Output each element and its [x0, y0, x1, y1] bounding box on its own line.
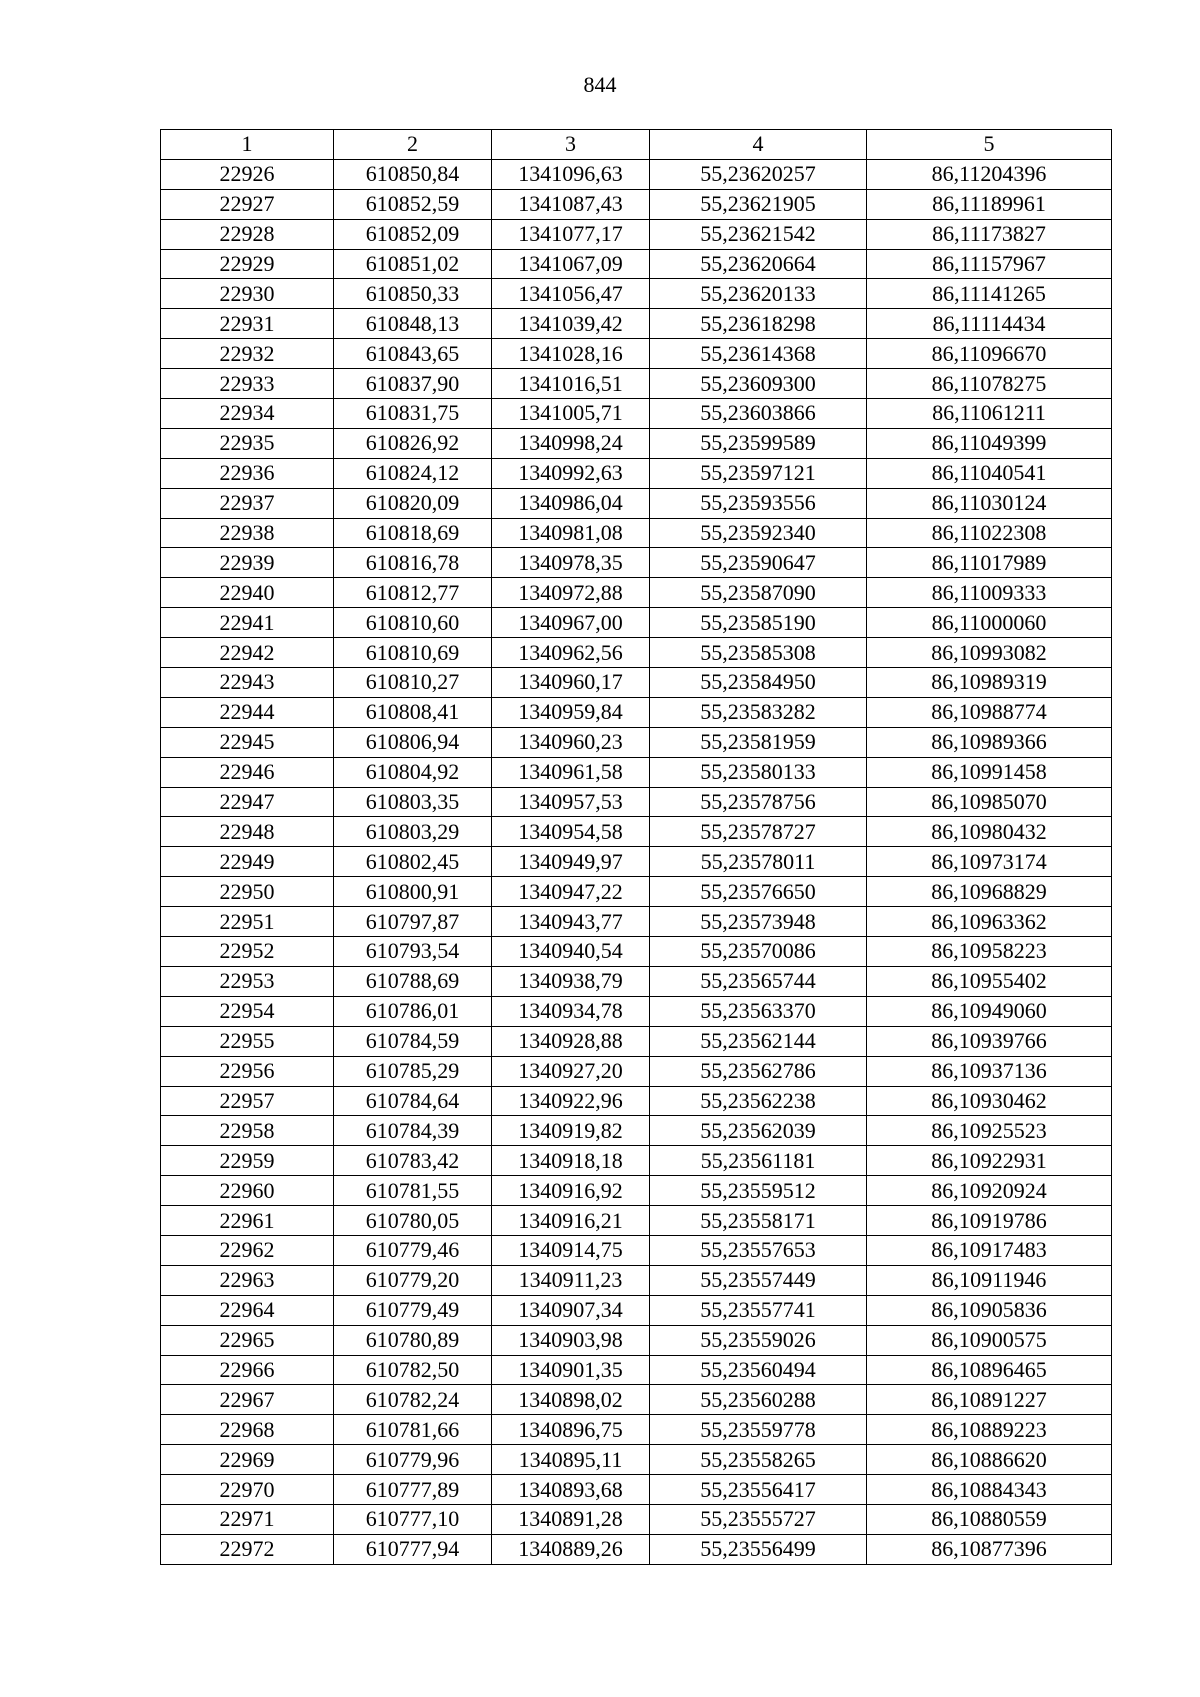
cell-point-number: 22943: [161, 668, 334, 698]
header-cell-3: 3: [492, 130, 650, 160]
cell-longitude: 86,11141265: [867, 279, 1112, 309]
cell-point-number: 22930: [161, 279, 334, 309]
cell-x-coordinate: 610781,55: [334, 1176, 492, 1206]
cell-latitude: 55,23609300: [650, 369, 867, 399]
table-row: [161, 757, 1112, 787]
cell-y-coordinate: 1341067,09: [492, 249, 650, 279]
cell-point-number: 22961: [161, 1206, 334, 1236]
cell-latitude: 55,23603866: [650, 399, 867, 429]
cell-point-number: 22957: [161, 1086, 334, 1116]
cell-y-coordinate: 1341096,63: [492, 159, 650, 189]
cell-latitude: 55,23556499: [650, 1534, 867, 1564]
cell-longitude: 86,10985070: [867, 787, 1112, 817]
cell-x-coordinate: 610803,35: [334, 787, 492, 817]
cell-point-number: 22969: [161, 1445, 334, 1475]
table-row: [161, 1146, 1112, 1176]
cell-latitude: 55,23562238: [650, 1086, 867, 1116]
cell-longitude: 86,10917483: [867, 1235, 1112, 1265]
cell-y-coordinate: 1340891,28: [492, 1504, 650, 1534]
cell-point-number: 22934: [161, 399, 334, 429]
table-row: [161, 1235, 1112, 1265]
cell-longitude: 86,10963362: [867, 907, 1112, 937]
cell-y-coordinate: 1341005,71: [492, 399, 650, 429]
cell-x-coordinate: 610793,54: [334, 937, 492, 967]
cell-x-coordinate: 610804,92: [334, 757, 492, 787]
cell-latitude: 55,23585308: [650, 638, 867, 668]
cell-x-coordinate: 610784,59: [334, 1026, 492, 1056]
cell-longitude: 86,10880559: [867, 1504, 1112, 1534]
cell-point-number: 22954: [161, 996, 334, 1026]
cell-latitude: 55,23584950: [650, 668, 867, 698]
cell-y-coordinate: 1340903,98: [492, 1325, 650, 1355]
cell-y-coordinate: 1340918,18: [492, 1146, 650, 1176]
cell-point-number: 22937: [161, 488, 334, 518]
cell-y-coordinate: 1340961,58: [492, 757, 650, 787]
cell-y-coordinate: 1340957,53: [492, 787, 650, 817]
cell-x-coordinate: 610810,69: [334, 638, 492, 668]
cell-y-coordinate: 1340998,24: [492, 428, 650, 458]
cell-longitude: 86,10973174: [867, 847, 1112, 877]
cell-x-coordinate: 610777,94: [334, 1534, 492, 1564]
table-row: [161, 937, 1112, 967]
cell-y-coordinate: 1340927,20: [492, 1056, 650, 1086]
cell-longitude: 86,11078275: [867, 369, 1112, 399]
cell-y-coordinate: 1340947,22: [492, 877, 650, 907]
cell-y-coordinate: 1340934,78: [492, 996, 650, 1026]
cell-point-number: 22926: [161, 159, 334, 189]
cell-x-coordinate: 610803,29: [334, 817, 492, 847]
cell-longitude: 86,10930462: [867, 1086, 1112, 1116]
cell-x-coordinate: 610783,42: [334, 1146, 492, 1176]
cell-longitude: 86,10937136: [867, 1056, 1112, 1086]
cell-longitude: 86,10989366: [867, 727, 1112, 757]
cell-x-coordinate: 610837,90: [334, 369, 492, 399]
cell-y-coordinate: 1341077,17: [492, 219, 650, 249]
coordinates-table: [160, 129, 1112, 1565]
cell-point-number: 22947: [161, 787, 334, 817]
table-row: [161, 548, 1112, 578]
cell-x-coordinate: 610779,96: [334, 1445, 492, 1475]
cell-x-coordinate: 610820,09: [334, 488, 492, 518]
table-row: [161, 339, 1112, 369]
cell-y-coordinate: 1341028,16: [492, 339, 650, 369]
table-row: [161, 787, 1112, 817]
cell-latitude: 55,23620664: [650, 249, 867, 279]
cell-point-number: 22935: [161, 428, 334, 458]
cell-longitude: 86,11017989: [867, 548, 1112, 578]
cell-longitude: 86,10939766: [867, 1026, 1112, 1056]
cell-point-number: 22953: [161, 966, 334, 996]
cell-y-coordinate: 1341087,43: [492, 189, 650, 219]
cell-latitude: 55,23590647: [650, 548, 867, 578]
cell-longitude: 86,10886620: [867, 1445, 1112, 1475]
table-body: [161, 159, 1112, 1564]
cell-longitude: 86,10919786: [867, 1206, 1112, 1236]
cell-y-coordinate: 1340922,96: [492, 1086, 650, 1116]
cell-x-coordinate: 610843,65: [334, 339, 492, 369]
cell-y-coordinate: 1340898,02: [492, 1385, 650, 1415]
cell-x-coordinate: 610810,60: [334, 608, 492, 638]
cell-longitude: 86,10891227: [867, 1385, 1112, 1415]
cell-x-coordinate: 610852,09: [334, 219, 492, 249]
cell-latitude: 55,23559778: [650, 1415, 867, 1445]
cell-y-coordinate: 1340901,35: [492, 1355, 650, 1385]
cell-longitude: 86,10896465: [867, 1355, 1112, 1385]
cell-latitude: 55,23614368: [650, 339, 867, 369]
cell-latitude: 55,23597121: [650, 458, 867, 488]
cell-point-number: 22962: [161, 1235, 334, 1265]
cell-point-number: 22928: [161, 219, 334, 249]
cell-longitude: 86,10993082: [867, 638, 1112, 668]
cell-x-coordinate: 610797,87: [334, 907, 492, 937]
cell-point-number: 22933: [161, 369, 334, 399]
table-row: [161, 847, 1112, 877]
cell-longitude: 86,11040541: [867, 458, 1112, 488]
cell-longitude: 86,10958223: [867, 937, 1112, 967]
cell-latitude: 55,23585190: [650, 608, 867, 638]
cell-point-number: 22959: [161, 1146, 334, 1176]
table-row: [161, 727, 1112, 757]
cell-y-coordinate: 1340928,88: [492, 1026, 650, 1056]
table-row: [161, 817, 1112, 847]
cell-y-coordinate: 1340895,11: [492, 1445, 650, 1475]
cell-point-number: 22939: [161, 548, 334, 578]
cell-y-coordinate: 1340962,56: [492, 638, 650, 668]
table-row: [161, 697, 1112, 727]
cell-latitude: 55,23583282: [650, 697, 867, 727]
cell-x-coordinate: 610826,92: [334, 428, 492, 458]
cell-point-number: 22958: [161, 1116, 334, 1146]
cell-latitude: 55,23593556: [650, 488, 867, 518]
cell-longitude: 86,10884343: [867, 1475, 1112, 1505]
cell-point-number: 22931: [161, 309, 334, 339]
cell-x-coordinate: 610812,77: [334, 578, 492, 608]
cell-y-coordinate: 1340916,92: [492, 1176, 650, 1206]
cell-latitude: 55,23581959: [650, 727, 867, 757]
cell-longitude: 86,10877396: [867, 1534, 1112, 1564]
cell-latitude: 55,23621905: [650, 189, 867, 219]
cell-point-number: 22960: [161, 1176, 334, 1206]
cell-longitude: 86,11030124: [867, 488, 1112, 518]
table-row: [161, 309, 1112, 339]
cell-y-coordinate: 1340967,00: [492, 608, 650, 638]
cell-point-number: 22944: [161, 697, 334, 727]
cell-latitude: 55,23562039: [650, 1116, 867, 1146]
cell-point-number: 22938: [161, 518, 334, 548]
cell-longitude: 86,10922931: [867, 1146, 1112, 1176]
cell-x-coordinate: 610779,46: [334, 1235, 492, 1265]
table-row: [161, 1086, 1112, 1116]
table-row: [161, 966, 1112, 996]
cell-x-coordinate: 610784,64: [334, 1086, 492, 1116]
cell-point-number: 22966: [161, 1355, 334, 1385]
table-row: [161, 996, 1112, 1026]
cell-longitude: 86,11061211: [867, 399, 1112, 429]
cell-longitude: 86,10925523: [867, 1116, 1112, 1146]
cell-longitude: 86,11204396: [867, 159, 1112, 189]
cell-point-number: 22946: [161, 757, 334, 787]
cell-latitude: 55,23555727: [650, 1504, 867, 1534]
table-row: [161, 1534, 1112, 1564]
cell-longitude: 86,11189961: [867, 189, 1112, 219]
cell-point-number: 22945: [161, 727, 334, 757]
cell-y-coordinate: 1340914,75: [492, 1235, 650, 1265]
table-row: [161, 488, 1112, 518]
cell-x-coordinate: 610851,02: [334, 249, 492, 279]
cell-y-coordinate: 1340954,58: [492, 817, 650, 847]
cell-latitude: 55,23559026: [650, 1325, 867, 1355]
cell-x-coordinate: 610777,10: [334, 1504, 492, 1534]
table-row: [161, 1325, 1112, 1355]
cell-x-coordinate: 610850,33: [334, 279, 492, 309]
cell-longitude: 86,10988774: [867, 697, 1112, 727]
cell-x-coordinate: 610818,69: [334, 518, 492, 548]
table-row: [161, 1056, 1112, 1086]
cell-point-number: 22929: [161, 249, 334, 279]
cell-latitude: 55,23580133: [650, 757, 867, 787]
cell-latitude: 55,23570086: [650, 937, 867, 967]
cell-point-number: 22970: [161, 1475, 334, 1505]
cell-x-coordinate: 610831,75: [334, 399, 492, 429]
cell-y-coordinate: 1340889,26: [492, 1534, 650, 1564]
cell-longitude: 86,10911946: [867, 1265, 1112, 1295]
cell-point-number: 22972: [161, 1534, 334, 1564]
cell-x-coordinate: 610782,24: [334, 1385, 492, 1415]
cell-y-coordinate: 1340919,82: [492, 1116, 650, 1146]
cell-x-coordinate: 610816,78: [334, 548, 492, 578]
cell-y-coordinate: 1340949,97: [492, 847, 650, 877]
table-row: [161, 638, 1112, 668]
cell-latitude: 55,23561181: [650, 1146, 867, 1176]
cell-x-coordinate: 610780,05: [334, 1206, 492, 1236]
table-row: [161, 1415, 1112, 1445]
cell-x-coordinate: 610788,69: [334, 966, 492, 996]
table-row: [161, 458, 1112, 488]
cell-point-number: 22941: [161, 608, 334, 638]
table-row: [161, 1385, 1112, 1415]
cell-x-coordinate: 610786,01: [334, 996, 492, 1026]
cell-latitude: 55,23618298: [650, 309, 867, 339]
cell-latitude: 55,23621542: [650, 219, 867, 249]
cell-latitude: 55,23558265: [650, 1445, 867, 1475]
cell-point-number: 22940: [161, 578, 334, 608]
table-row: [161, 518, 1112, 548]
cell-x-coordinate: 610780,89: [334, 1325, 492, 1355]
cell-y-coordinate: 1340943,77: [492, 907, 650, 937]
table-row: [161, 1475, 1112, 1505]
cell-x-coordinate: 610806,94: [334, 727, 492, 757]
header-cell-2: 2: [334, 130, 492, 160]
table-row: [161, 578, 1112, 608]
cell-point-number: 22932: [161, 339, 334, 369]
table-row: [161, 159, 1112, 189]
cell-y-coordinate: 1340911,23: [492, 1265, 650, 1295]
cell-point-number: 22965: [161, 1325, 334, 1355]
cell-latitude: 55,23573948: [650, 907, 867, 937]
cell-latitude: 55,23578727: [650, 817, 867, 847]
cell-latitude: 55,23560494: [650, 1355, 867, 1385]
cell-x-coordinate: 610781,66: [334, 1415, 492, 1445]
cell-latitude: 55,23578011: [650, 847, 867, 877]
cell-latitude: 55,23592340: [650, 518, 867, 548]
cell-x-coordinate: 610777,89: [334, 1475, 492, 1505]
cell-latitude: 55,23620133: [650, 279, 867, 309]
cell-longitude: 86,11173827: [867, 219, 1112, 249]
cell-latitude: 55,23587090: [650, 578, 867, 608]
cell-point-number: 22927: [161, 189, 334, 219]
cell-y-coordinate: 1340960,17: [492, 668, 650, 698]
header-cell-4: 4: [650, 130, 867, 160]
cell-x-coordinate: 610800,91: [334, 877, 492, 907]
cell-point-number: 22936: [161, 458, 334, 488]
table-row: [161, 1116, 1112, 1146]
cell-latitude: 55,23559512: [650, 1176, 867, 1206]
table-row: [161, 1176, 1112, 1206]
cell-y-coordinate: 1340986,04: [492, 488, 650, 518]
cell-point-number: 22955: [161, 1026, 334, 1056]
table-row: [161, 189, 1112, 219]
cell-y-coordinate: 1340940,54: [492, 937, 650, 967]
cell-latitude: 55,23558171: [650, 1206, 867, 1236]
table-row: [161, 1445, 1112, 1475]
table-row: [161, 399, 1112, 429]
cell-point-number: 22950: [161, 877, 334, 907]
cell-latitude: 55,23557653: [650, 1235, 867, 1265]
cell-y-coordinate: 1340992,63: [492, 458, 650, 488]
cell-longitude: 86,10905836: [867, 1295, 1112, 1325]
cell-longitude: 86,11022308: [867, 518, 1112, 548]
cell-longitude: 86,10889223: [867, 1415, 1112, 1445]
cell-x-coordinate: 610850,84: [334, 159, 492, 189]
cell-x-coordinate: 610779,49: [334, 1295, 492, 1325]
cell-latitude: 55,23565744: [650, 966, 867, 996]
cell-point-number: 22942: [161, 638, 334, 668]
table-row: [161, 369, 1112, 399]
table-row: [161, 219, 1112, 249]
cell-y-coordinate: 1340896,75: [492, 1415, 650, 1445]
cell-y-coordinate: 1341056,47: [492, 279, 650, 309]
cell-latitude: 55,23563370: [650, 996, 867, 1026]
cell-x-coordinate: 610810,27: [334, 668, 492, 698]
cell-longitude: 86,11000060: [867, 608, 1112, 638]
table-row: [161, 279, 1112, 309]
cell-longitude: 86,10900575: [867, 1325, 1112, 1355]
cell-latitude: 55,23576650: [650, 877, 867, 907]
cell-y-coordinate: 1340938,79: [492, 966, 650, 996]
cell-latitude: 55,23562144: [650, 1026, 867, 1056]
cell-point-number: 22967: [161, 1385, 334, 1415]
cell-point-number: 22964: [161, 1295, 334, 1325]
cell-x-coordinate: 610848,13: [334, 309, 492, 339]
cell-longitude: 86,10991458: [867, 757, 1112, 787]
table-row: [161, 907, 1112, 937]
cell-longitude: 86,11114434: [867, 309, 1112, 339]
cell-y-coordinate: 1340907,34: [492, 1295, 650, 1325]
cell-latitude: 55,23620257: [650, 159, 867, 189]
cell-x-coordinate: 610824,12: [334, 458, 492, 488]
cell-x-coordinate: 610784,39: [334, 1116, 492, 1146]
cell-y-coordinate: 1340893,68: [492, 1475, 650, 1505]
cell-y-coordinate: 1340916,21: [492, 1206, 650, 1236]
table-row: [161, 249, 1112, 279]
cell-point-number: 22971: [161, 1504, 334, 1534]
table-row: [161, 1265, 1112, 1295]
cell-x-coordinate: 610808,41: [334, 697, 492, 727]
table-row: [161, 1504, 1112, 1534]
cell-y-coordinate: 1340959,84: [492, 697, 650, 727]
header-row: [161, 130, 1112, 160]
cell-x-coordinate: 610779,20: [334, 1265, 492, 1295]
table-row: [161, 1295, 1112, 1325]
table-row: [161, 1206, 1112, 1236]
cell-point-number: 22963: [161, 1265, 334, 1295]
header-cell-1: 1: [161, 130, 334, 160]
table-row: [161, 877, 1112, 907]
cell-latitude: 55,23557449: [650, 1265, 867, 1295]
cell-latitude: 55,23562786: [650, 1056, 867, 1086]
cell-x-coordinate: 610782,50: [334, 1355, 492, 1385]
cell-longitude: 86,11096670: [867, 339, 1112, 369]
table-row: [161, 668, 1112, 698]
cell-y-coordinate: 1341016,51: [492, 369, 650, 399]
cell-longitude: 86,11049399: [867, 428, 1112, 458]
table-row: [161, 1026, 1112, 1056]
cell-y-coordinate: 1340972,88: [492, 578, 650, 608]
table-row: [161, 428, 1112, 458]
cell-y-coordinate: 1340960,23: [492, 727, 650, 757]
cell-longitude: 86,10955402: [867, 966, 1112, 996]
cell-x-coordinate: 610785,29: [334, 1056, 492, 1086]
cell-latitude: 55,23556417: [650, 1475, 867, 1505]
cell-point-number: 22968: [161, 1415, 334, 1445]
header-cell-5: 5: [867, 130, 1112, 160]
cell-longitude: 86,11009333: [867, 578, 1112, 608]
table-header: [161, 130, 1112, 160]
cell-point-number: 22956: [161, 1056, 334, 1086]
cell-longitude: 86,10980432: [867, 817, 1112, 847]
cell-point-number: 22949: [161, 847, 334, 877]
cell-y-coordinate: 1341039,42: [492, 309, 650, 339]
cell-point-number: 22948: [161, 817, 334, 847]
cell-latitude: 55,23599589: [650, 428, 867, 458]
cell-latitude: 55,23578756: [650, 787, 867, 817]
cell-longitude: 86,10920924: [867, 1176, 1112, 1206]
cell-point-number: 22951: [161, 907, 334, 937]
cell-longitude: 86,11157967: [867, 249, 1112, 279]
cell-x-coordinate: 610802,45: [334, 847, 492, 877]
table-row: [161, 1355, 1112, 1385]
cell-y-coordinate: 1340978,35: [492, 548, 650, 578]
cell-latitude: 55,23560288: [650, 1385, 867, 1415]
cell-longitude: 86,10989319: [867, 668, 1112, 698]
cell-y-coordinate: 1340981,08: [492, 518, 650, 548]
cell-longitude: 86,10949060: [867, 996, 1112, 1026]
table-row: [161, 608, 1112, 638]
cell-x-coordinate: 610852,59: [334, 189, 492, 219]
cell-latitude: 55,23557741: [650, 1295, 867, 1325]
cell-point-number: 22952: [161, 937, 334, 967]
page-number: 844: [583, 72, 617, 97]
cell-longitude: 86,10968829: [867, 877, 1112, 907]
